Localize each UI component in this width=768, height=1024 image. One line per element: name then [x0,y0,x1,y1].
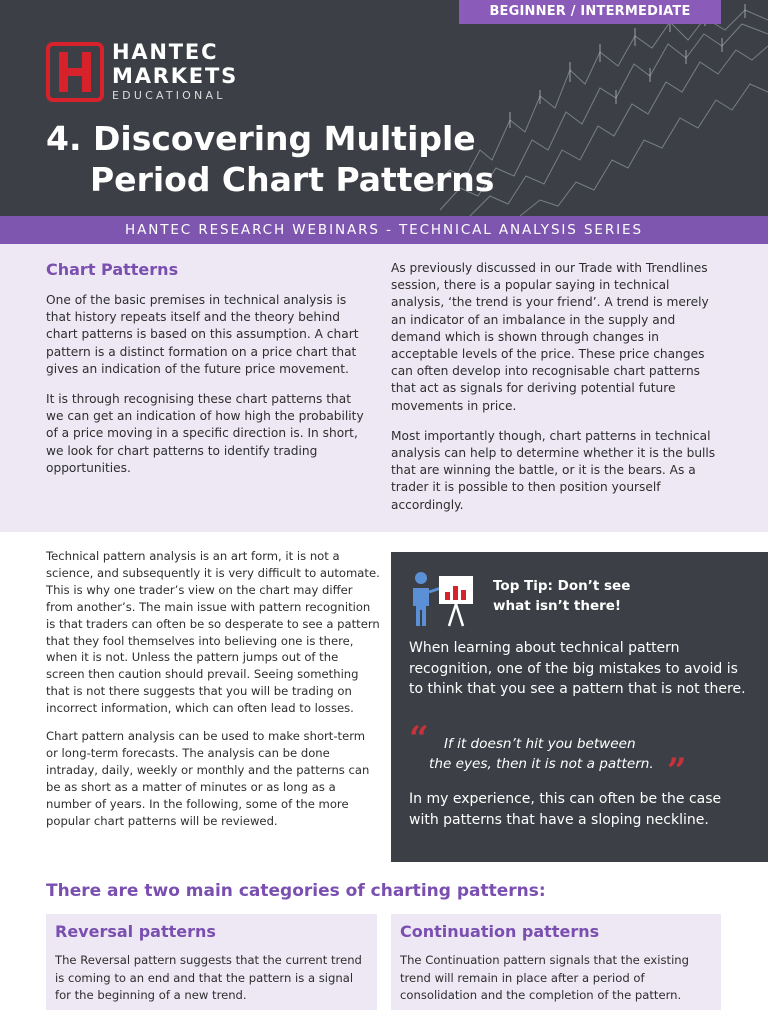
presenter-chart-icon [409,570,475,628]
intro-paragraph: One of the basic premises in technical analysis is that history repeats itself and the theory behind chart patterns is based on this assumption. A chart pattern is a distinct formation on a price chart that gives an indication of the future price movement. [46,293,359,376]
brand-line-3: EDUCATIONAL [112,89,226,102]
page-title [46,118,494,200]
intro-right-column [391,260,721,527]
tip-title-line-1: Top Tip: Don’t see [493,578,631,594]
title-line-1: 4. Discovering Multiple [46,119,476,158]
page-header [0,0,768,216]
intro-paragraph: It is through recognising these chart patterns that we can get an indication of how high the probability of a price moving in a specific direction is. In short, we look for chart patterns to identify trading opportunities. [46,392,364,475]
title-line-2: Period Chart Patterns [90,160,495,199]
tip-text: In my experience, this can often be the case with patterns that have a sloping neckline. [409,791,722,828]
tip-title [493,576,693,616]
intro-left-column [46,260,368,490]
reversal-title: Reversal patterns [55,922,216,941]
categories-heading: There are two main categories of charting patterns: [46,881,546,901]
level-badge: BEGINNER / INTERMEDIATE [459,0,721,24]
section-heading: Chart Patterns [46,260,179,279]
intro-paragraph: As previously discussed in our Trade with Trendlines session, there is a popular saying in technical analysis, ‘the trend is your friend’. A trend is merely an indicator of an imbalance in the supply and demand which is shown through changes in acceptable levels of the price. These price changes can often develop into recognisable chart patterns that act as signals for deriving potential future movements in price. [391,261,709,413]
body-paragraph: Technical pattern analysis is an art form, it is not a science, and subsequently it is very difficult to automate. This is why one trader’s view on the chart may differ from another’s. The main issue with pattern recognition is that traders can often be so desperate to see a pattern that they fool themselves into believing one is there, when it is not. Unless the pattern jumps out of the screen then caution should prevail. Seeing something that is not there suggests that you will be trading on incorrect information, which can often lead to losses. [46,549,380,716]
hantec-logo-icon [46,42,104,102]
brand-line-1: HANTEC [112,40,219,64]
brand-line-2: MARKETS [112,64,238,88]
quote-close-mark: ” [667,751,687,791]
tip-text: When learning about technical pattern recognition, one of the big mistakes to avoid is to think that you see a pattern that is not there. [409,640,746,697]
tip-quote [429,734,689,774]
intro-paragraph: Most importantly though, chart patterns in technical analysis can help to determine whether it is the bulls that are winning the battle, or it is the bears. As a trader it is possible to then position yourself accordingly. [391,428,716,512]
body-text-column [46,548,380,841]
quote-line-1: If it doesn’t hit you between [444,736,636,752]
continuation-text: The Continuation pattern signals that the existing trend will remain in place after a period of consolidation and the completion of the pattern. [400,953,690,1002]
reversal-text: The Reversal pattern suggests that the current trend is coming to an end and that the pattern is a signal for the beginning of a new trend. [55,953,362,1002]
tip-title-line-2: what isn’t there! [493,598,622,614]
body-paragraph: Chart pattern analysis can be used to make short-term or long-term forecasts. The analysis can be done intraday, daily, weekly or monthly and the patterns can be as short as a matter of minutes or as long as a number of years. In the following, some of the more popular chart patterns will be reviewed. [46,729,370,828]
continuation-title: Continuation patterns [400,922,600,941]
series-banner: HANTEC RESEARCH WEBINARS - TECHNICAL ANALYSIS SERIES [0,216,768,244]
quote-open-mark: “ [409,719,429,759]
brand-name [112,40,238,103]
continuation-patterns-box [391,914,721,1010]
quote-line-2: the eyes, then it is not a pattern. [429,756,654,772]
reversal-patterns-box [46,914,377,1010]
top-tip-box [391,552,768,862]
